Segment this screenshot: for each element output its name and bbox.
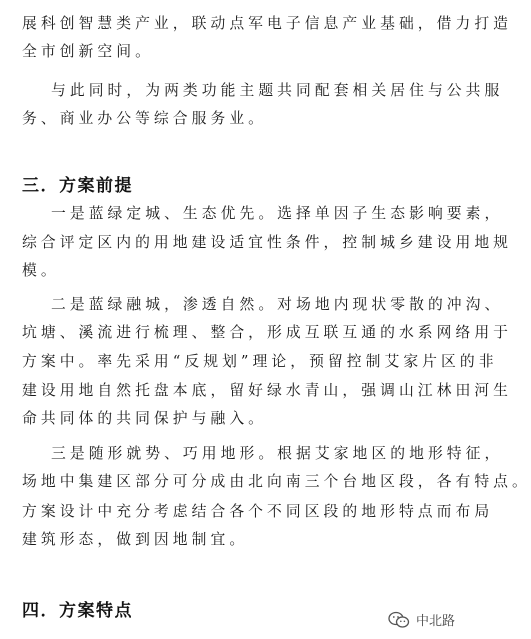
paragraph-line: 与此同时，为两类功能主题共同配套相关居住与公共服: [51, 82, 504, 99]
paragraph-line: 场地中集建区部分可分成由北向南三个台地区段，各有特点。: [22, 473, 531, 490]
paragraph-line: 务、商业办公等综合服务业。: [22, 110, 268, 127]
paragraph-line: 建设用地自然托盘本底，留好绿水青山，强调山江林田河生: [22, 382, 513, 399]
section-heading: 三．方案前提: [22, 176, 133, 196]
paragraph-line: 方案设计中充分考虑结合各个不同区段的地形特点而布局: [22, 503, 494, 520]
paragraph-line: 三是随形就势、巧用地形。根据艾家地区的地形特征，: [51, 445, 504, 462]
watermark-text: 中北路: [415, 614, 455, 629]
wechat-icon: [388, 611, 410, 629]
paragraph-line: 模。: [22, 262, 60, 279]
paragraph-line: 二是蓝绿融城，渗透自然。对场地内现状零散的冲沟、: [51, 296, 504, 313]
paragraph-line: 命共同体的共同保护与融入。: [22, 410, 268, 427]
paragraph-line: 全市创新空间。: [22, 43, 154, 60]
watermark: [388, 610, 455, 629]
paragraph-line: 一是蓝绿定城、生态优先。选择单因子生态影响要素，: [51, 205, 504, 222]
paragraph-line: 建筑形态，做到因地制宜。: [22, 531, 249, 548]
paragraph-line: 综合评定区内的用地建设适宜性条件，控制城乡建设用地规: [22, 234, 513, 251]
paragraph-line: 展科创智慧类产业，联动点军电子信息产业基础，借力打造: [22, 15, 513, 32]
section-heading: 四．方案特点: [22, 601, 133, 621]
paragraph-line: 坑塘、溪流进行梳理、整合，形成互联互通的水系网络用于: [22, 324, 513, 341]
paragraph-line: 方案中。率先采用“反规划”理论，预留控制艾家片区的非: [22, 353, 498, 370]
